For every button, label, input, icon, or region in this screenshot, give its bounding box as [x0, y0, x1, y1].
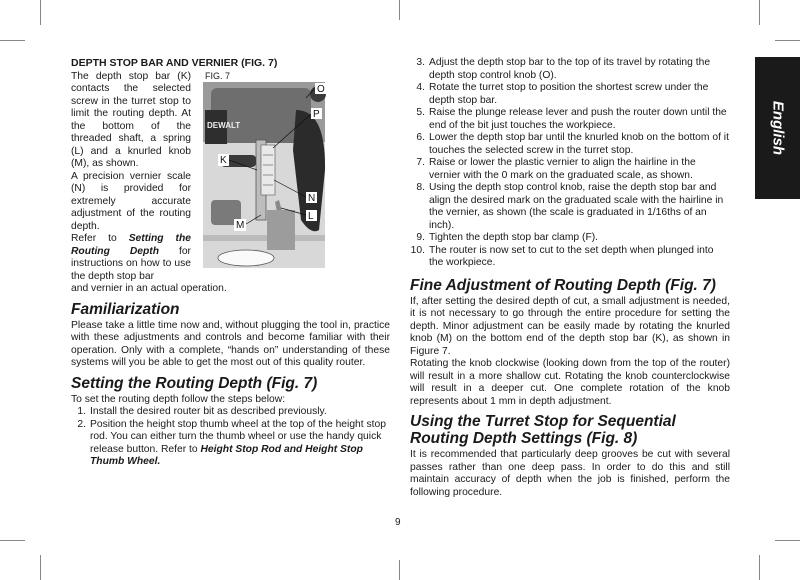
- setting-steps-left: [71, 406, 390, 469]
- callout-l: L: [308, 211, 314, 222]
- step-number: 4.: [416, 82, 425, 93]
- step-text: Adjust the depth stop bar to the top of its travel by rotating the depth stop control knob (O).: [429, 57, 711, 81]
- crop-mark: [775, 540, 800, 541]
- crop-mark: [0, 40, 25, 41]
- refer-link: Setting the Routing Depth: [71, 233, 191, 257]
- step-number: 8.: [416, 182, 425, 193]
- refer-text-cont: for instructions on how to use the depth stop bar: [71, 245, 191, 282]
- crop-mark: [399, 560, 400, 580]
- step-number: 9.: [416, 232, 425, 243]
- refer-text: Refer to: [71, 233, 129, 244]
- fine-adjustment-rotation: Rotating the knob clockwise (looking down from the top of the router) will result in a more shallow cut. Rotating the knob counterclockwise will result in a deeper cut. One complete rotation of the knob represents about 1 mm in depth adjustment.: [410, 358, 730, 407]
- turret-stop-text: It is recommended that particularly deep grooves be cut with several passes rather than one deep pass. In order to do this and still maintain accuracy of depth when the job is finished, perform the following procedure.: [410, 449, 730, 498]
- step-text: The router is now set to cut to the set depth when plunged into the workpiece.: [429, 244, 714, 268]
- heading-fine-adjustment: Fine Adjustment of Routing Depth (Fig. 7): [410, 276, 716, 294]
- list-item: 1. Install the desired router bit as described previously.: [77, 406, 327, 417]
- familiarization-text: Please take a little time now and, without plugging the tool in, practice with these adjustments and controls and become familiar with their operation. Only with a complete, “hands on” understanding of these systems will you be able to get the most out of this quality router.: [71, 319, 390, 368]
- setting-intro: To set the routing depth follow the steps below:: [71, 393, 286, 405]
- step-number: 5.: [416, 107, 425, 118]
- list-item: [410, 107, 730, 132]
- language-tab-label: English: [769, 100, 787, 156]
- refer-paragraph-end: and vernier in an actual operation.: [71, 283, 227, 294]
- brand-logo: DEWALT: [207, 121, 241, 130]
- crop-mark: [40, 0, 41, 25]
- step-text: Using the depth stop control knob, raise the depth stop bar and align the desired mark on the graduated scale with the hairline in the vernier, as shown (the scale is graduated in 1/16ths of an inch).: [429, 182, 724, 231]
- refer-paragraph: [71, 233, 191, 283]
- fine-adjustment-text: If, after setting the desired depth of cut, a small adjustment is needed, it is not necessary to go through the entire procedure for setting the depth. Minor adjustment can be easily made by rotating the knurled knob (M) on the bottom end of the depth stop bar (K), as shown in Figure 7.: [410, 295, 730, 357]
- right-column: [410, 57, 730, 499]
- step-text: Raise or lower the plastic vernier to align the hairline in the vernier with the 0 mark on the graduated scale, as shown.: [429, 157, 696, 181]
- crop-mark: [775, 40, 800, 41]
- page-number: 9: [395, 517, 401, 528]
- crop-mark: [40, 555, 41, 580]
- callout-o: O: [317, 84, 325, 95]
- list-item: [410, 157, 730, 182]
- list-item: [410, 132, 730, 157]
- list-item: [410, 232, 730, 245]
- crop-mark: [399, 0, 400, 20]
- step-text: Raise the plunge release lever and push the router down until the end of the bit just touches the workpiece.: [429, 107, 727, 131]
- list-item: [410, 245, 730, 270]
- step-text: Position the height stop thumb wheel at the top of the height stop rod. You can either turn the thumb wheel or use the handy quick release button. Refer to: [90, 418, 386, 455]
- list-item: [410, 57, 730, 82]
- step-number: 3.: [416, 57, 425, 68]
- callout-p: P: [313, 109, 320, 120]
- step-text: Rotate the turret stop to position the shortest screw under the depth stop bar.: [429, 82, 709, 106]
- callout-n: N: [308, 193, 316, 204]
- crop-mark: [0, 540, 25, 541]
- crop-mark: [759, 555, 760, 580]
- step-text: Tighten the depth stop bar clamp (F).: [429, 232, 599, 243]
- section-subhead: DEPTH STOP BAR AND VERNIER (FIG. 7): [71, 57, 278, 69]
- depth-stop-intro: The depth stop bar (K) contacts the selected screw in the turret stop to limit the routing depth. At the bottom of the threaded shaft, a spring (L) and a knurled knob (M), as shown.: [71, 70, 191, 169]
- vernier-intro: A precision vernier scale (N) is provided for extremely accurate adjustment of the routing depth.: [71, 170, 191, 232]
- heading-setting-depth: Setting the Routing Depth (Fig. 7): [71, 374, 318, 392]
- step-text: Install the desired router bit as described previously.: [90, 406, 327, 417]
- left-column: [71, 57, 390, 469]
- step-number: 7.: [416, 157, 425, 168]
- step-link: Height Stop Rod and Height Stop Thumb Wheel.: [90, 443, 363, 467]
- callout-m: M: [236, 220, 245, 231]
- list-item: [410, 182, 730, 232]
- step-number: 6.: [416, 132, 425, 143]
- heading-turret-stop: Using the Turret Stop for Sequential Routing Depth Settings (Fig. 8): [410, 413, 676, 447]
- crop-mark: [759, 0, 760, 25]
- callout-k: K: [220, 155, 227, 166]
- step-text: Lower the depth stop bar until the knurled knob on the bottom of it touches the selected screw in the turret stop.: [429, 132, 729, 156]
- heading-familiarization: Familiarization: [71, 300, 180, 318]
- figure-label: FIG. 7: [205, 71, 231, 81]
- step-number: 10.: [410, 244, 425, 256]
- list-item: [410, 82, 730, 107]
- list-item: 2. Position the height stop thumb wheel at the top of the height stop rod. You can either turn the thumb wheel or use the handy quick release button. Refer to Height Stop Rod and Height Stop Thumb Wheel.: [77, 418, 386, 467]
- setting-steps-right: [410, 57, 730, 270]
